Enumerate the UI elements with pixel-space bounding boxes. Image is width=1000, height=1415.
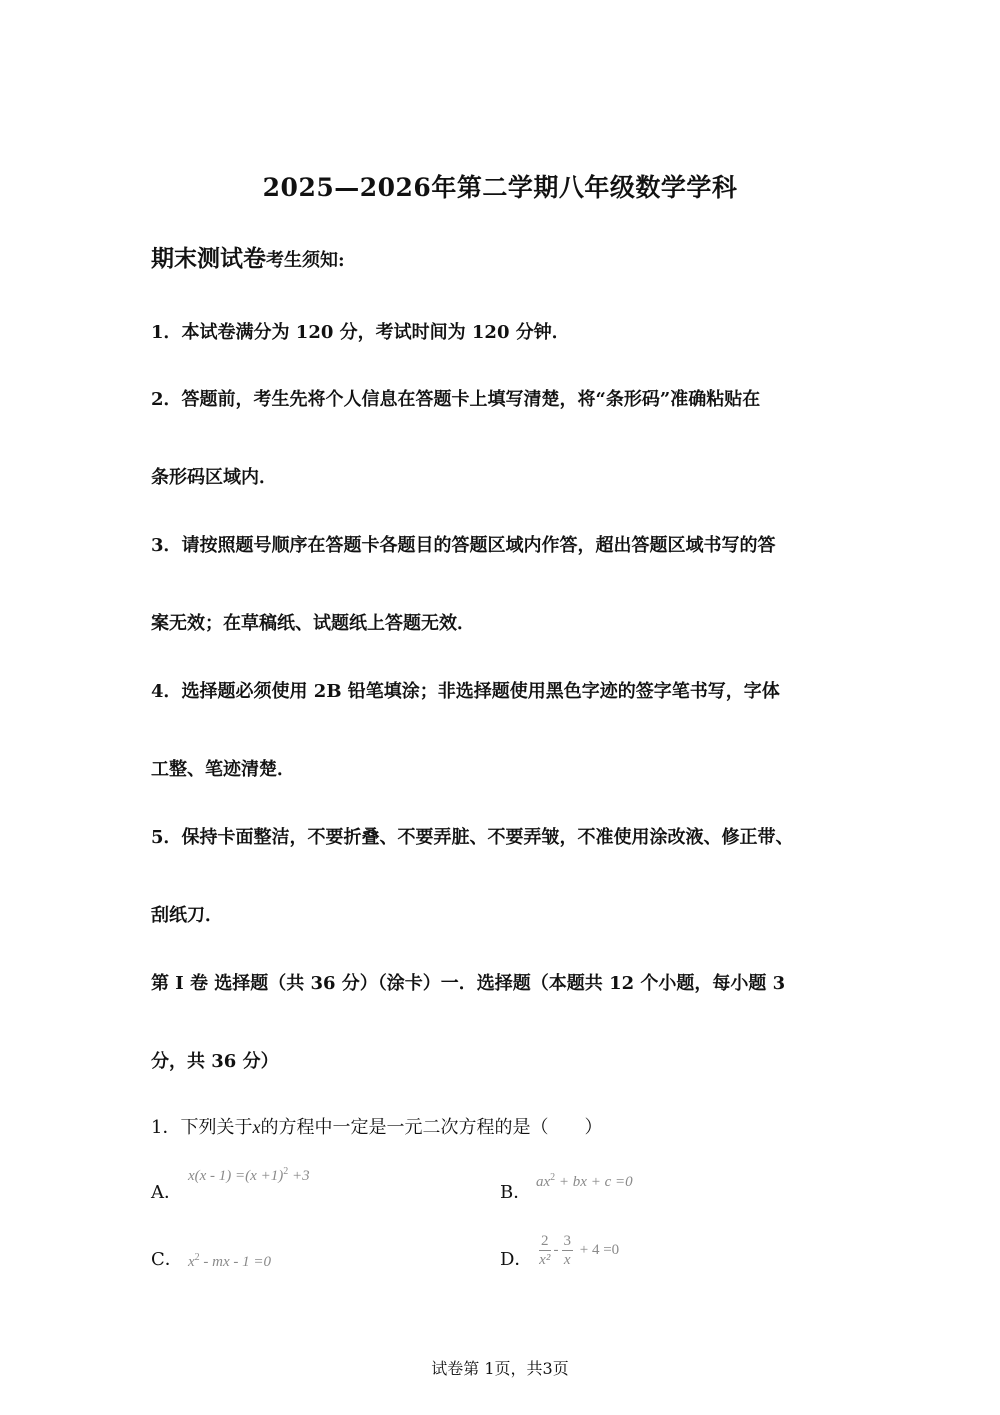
notice-item-4: 4．选择题必须使用 2B 铅笔填涂；非选择题使用黑色字迹的签字笔书写，字体	[151, 681, 780, 702]
option-c-expr-a: x	[188, 1254, 195, 1270]
option-d-fraction-2	[562, 1232, 574, 1269]
notice-item-1: 1．本试卷满分为 120 分，考试时间为 120 分钟．	[151, 322, 570, 343]
option-d-tail: + 4 =0	[576, 1241, 620, 1258]
question-1-variable: x	[252, 1117, 261, 1137]
option-d-minus: -	[553, 1241, 559, 1258]
question-1-stem	[151, 1113, 602, 1139]
option-b[interactable]	[500, 1178, 531, 1204]
notice-item-5: 5．保持卡面整洁，不要折叠、不要弄脏、不要弄皱，不准使用涂改液、修正带、	[151, 827, 794, 848]
section-heading-cont: 分，共 36 分）	[151, 1051, 279, 1072]
option-a-expr-main: x(x - 1) =(x +1)	[188, 1168, 284, 1184]
section-heading: 第 Ⅰ 卷 选择题（共 36 分）（涂卡）一．选择题（本题共 12 个小题，每小题 3	[151, 973, 786, 994]
option-d[interactable]	[500, 1245, 532, 1271]
exam-name: 期末测试卷	[151, 245, 266, 272]
option-b-expression	[536, 1174, 633, 1191]
notice-item-3-cont: 案无效；在草稿纸、试题纸上答题无效．	[151, 613, 475, 634]
option-c-expr-sup: 2	[194, 1252, 200, 1263]
notice-item-2-cont: 条形码区域内．	[151, 467, 277, 488]
option-b-expr-tail: + bx + c =0	[555, 1174, 633, 1190]
option-a-expr-tail: +3	[288, 1168, 310, 1184]
option-c-label: C．	[151, 1249, 183, 1270]
option-c-expr-tail: - mx - 1 =0	[199, 1254, 272, 1270]
option-b-expr-sup: 2	[550, 1172, 556, 1183]
option-a-expression	[188, 1168, 310, 1185]
question-1-stem-after: 的方程中一定是一元二次方程的是（ ）	[260, 1117, 603, 1138]
option-d-frac1-num: 2	[541, 1233, 549, 1249]
option-d-frac2-den: x	[563, 1252, 571, 1268]
notice-item-4-cont: 工整、笔迹清楚．	[151, 759, 295, 780]
option-b-expr-a: ax	[536, 1174, 551, 1190]
option-d-frac1-den: x²	[539, 1252, 551, 1268]
option-c[interactable]	[151, 1245, 183, 1271]
option-a[interactable]	[151, 1178, 182, 1204]
notice-item-2: 2．答题前，考生先将个人信息在答题卡上填写清楚，将“条形码”准确粘贴在	[151, 389, 761, 410]
option-a-label: A．	[151, 1182, 182, 1203]
notice-item-5-cont: 刮纸刀．	[151, 905, 223, 926]
option-c-expression	[188, 1254, 271, 1271]
option-a-expr-sup: 2	[283, 1166, 289, 1177]
option-b-label: B．	[500, 1182, 532, 1203]
option-d-fraction-1	[539, 1232, 551, 1269]
page-footer: 试卷第 1页，共3页	[431, 1359, 569, 1378]
notice-item-3: 3．请按照题号顺序在答题卡各题目的答题区域内作答，超出答题区域书写的答	[151, 535, 776, 556]
option-d-frac2-num: 3	[563, 1233, 571, 1249]
page-title: 2025—2026年第二学期八年级数学学科	[262, 173, 738, 202]
option-d-expression	[536, 1232, 619, 1269]
subtitle	[151, 240, 345, 273]
notice-heading: 考生须知:	[266, 250, 345, 271]
option-d-label: D．	[500, 1249, 533, 1270]
question-1-stem-before: 1．下列关于	[151, 1117, 253, 1138]
